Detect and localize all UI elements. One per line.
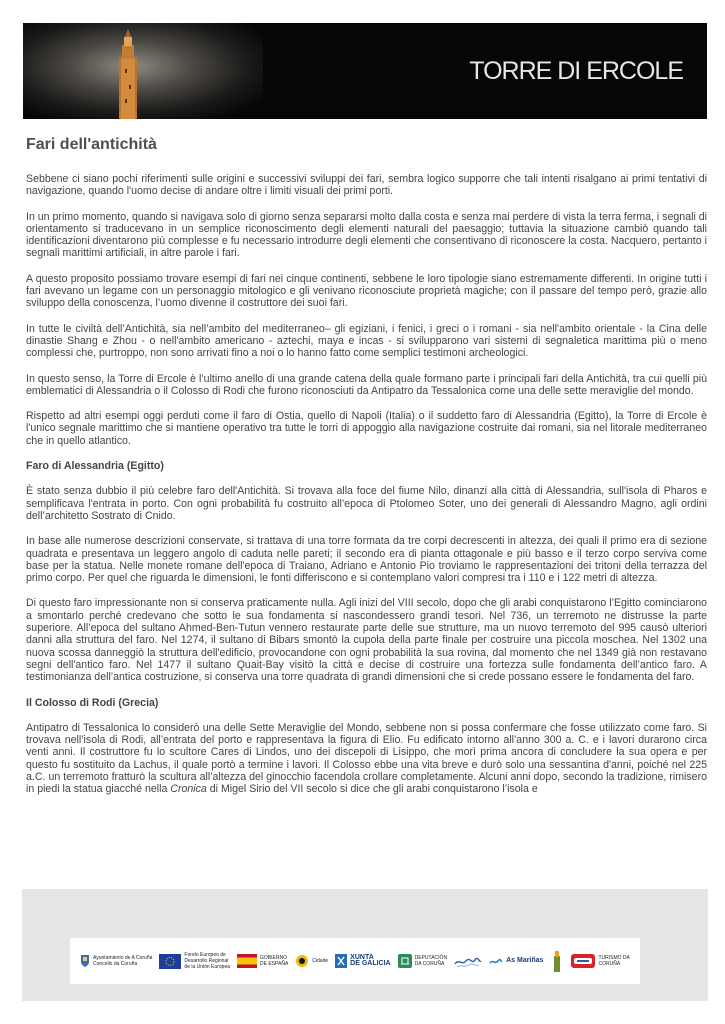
logo-text: Cidade [312, 958, 329, 964]
logo-deputacion [398, 954, 447, 968]
coat-of-arms-icon [80, 954, 90, 968]
logo-gobierno [237, 954, 288, 968]
logo-text: GOBIERNO DE ESPAÑA [260, 955, 289, 967]
logo-cidade [295, 954, 328, 968]
page-title: Fari dell'antichità [26, 136, 157, 153]
xunta-emblem-icon [335, 954, 347, 968]
logo-text: XUNTA DE GALICIA [350, 954, 391, 967]
sponsor-logos [70, 938, 640, 984]
article [26, 136, 707, 809]
paragraph: A questo proposito possiamo trovare esempi di fari nei cinque continenti, sebbene le loro tipologie siano estremamente differenti. In origine tutti i fari avevano un legame con un personaggio mitologico e gli venivano riconosciute proprietà magiche; con il passare del tempo però, grazie allo sviluppo della conoscenza, l’uomo divenne il costruttore dei suoi fari. [26, 272, 707, 310]
cidade-emblem-icon [295, 954, 309, 968]
tower-emblem-icon [550, 950, 564, 972]
paragraph: Rispetto ad altri esempi oggi perduti come il faro di Ostia, quello di Napoli (Italia) o il suddetto faro di Alessandria (Egitto), la Torre di Ercole è l'unico segnale marittimo che si mantiene operativo tra tutte le torri di appoggio alla navigazione costruite dai romani, sia nel litorale mediterraneo che in quello atlantico. [26, 410, 707, 447]
paragraph: In base alle numerose descrizioni conservate, si trattava di una torre formata da tre corpi decrescenti in altezza, dei quali il primo era di sezione quadrata e presentava un leggero angolo di caduta nelle pareti; il secondo era di pianta ottagonale e più basso e il terzo corpo serviva come base per la statua. Nelle monete romane dell'epoca di Traiano, Adriano e Antonio Pio troviamo le rappresentazioni dei tritoni della terrazza del primo corpo. Per quel che riguarda le dimensioni, le fonti differiscono e si contemplano valori compresi tra i 110 e i 122 metri di altezza. [26, 535, 707, 585]
logo-text: TURISMO DA CORUÑA [598, 955, 630, 967]
paragraph: È stato senza dubbio il più celebre faro dell'Antichità. Si trovava alla foce del fiume Nilo, dinanzi alla città di Alessandria, sull'isola di Pharos e semplificava l'entrata in porto. Con ogni probabilità fu costruito all’epoca di Ptolomeo Soter, uno dei generali di Alessandro Magno, agli ordini dell’architetto Sostrato di Cnido. [26, 485, 707, 522]
paragraph: In tutte le civiltà dell’Antichità, sia nell’ambito del mediterraneo– gli egiziani, i fenici, i greci o i romani - sia nell'ambito orientale - la Cina delle dinastie Shang e Zhou - o nell'ambito americano - aztechi, maya e incas - si svilupparono vari sistemi di segnaletica marittima più o meno complessi che, purtroppo, non sono arrivati fino a noi o lo hanno fatto come semplici testimoni archeologici. [26, 322, 707, 360]
tower-of-hercules-image [105, 29, 151, 119]
paragraph: In un primo momento, quando si navigava solo di giorno senza separarsi molto dalla costa e senza mai perdere di vista la terra ferma, i segnali di orientamento si traducevano in un semplice riconoscimento degli elementi naturali del paesaggio; tuttavia la situazione cambiò quando tali identificazioni diventarono più complesse e fu necessario introdurre degli elementi che consentivano di riconoscere la costa. Nacquero, pertanto i segnali marittimi artificiali, in altre parole i fari. [26, 210, 707, 260]
section-heading-rodi: Il Colosso di Rodi (Grecia) [26, 696, 159, 709]
logo-hercules-tower [550, 950, 564, 972]
paragraph-text: Antipatro di Tessalonica lo considerò una delle Sette Meraviglie del Mondo, sebbene non si possa confermare che fosse utilizzato come faro. Si trovava nell’isola di Rodi, all’entrata del porto e rappresentava la figura di Elio. Fu edificato intorno all’anno 300 a. C. e i lavori durarono circa venti anni. Il costruttore fu lo scultore Cares di Lindos, uno dei discepoli di Lisippo, che morì prima ancora di concludere la sua opera e per questo fu sostituito da Lachus, il quale portò a termine i lavori. Il Colosso ebbe una vita breve e durò solo una sessantina d'anni, poiché nel 225 a.C. un terremoto fratturò la scultura all’altezza del ginocchio facendola crollare completamente. Alcuni anni dopo, secondo la tradizione, rimisero in piedi la statua giacché nella [26, 721, 707, 796]
page-header [23, 23, 707, 119]
paragraph-text: di Migel Sirio del VII secolo si dice che gli arabi conquistarono l’isola e [206, 783, 538, 796]
turismo-emblem-icon [571, 954, 595, 968]
paragraph: Di questo faro impressionante non si conserva praticamente nulla. Agli inizi del VIII secolo, dopo che gli arabi conquistarono l’Egitto cominciarono a smontarlo perché credevano che sotto le sua fondamenta si nascondessero grandi tesori. Nel 736, un terremoto ne distrusse la parte superiore. All’epoca del sultano Ahmed-Ben-Tutun vennero restaurate parte delle sue strutture, ma un nuovo terremoto del 995 causò ulteriori danni alla struttura del faro. Nel 1274, il sultano di Bibars smontò la cupola della parte finale per costruire una piccola moschea. Nel 1302 una nuova scossa danneggiò la struttura dell'edificio, provocandone con ogni probabilità la sua rovina, dal momento che nel 1349 già non restavano segni dell'antico faro. Nel 1477 il sultano Quait-Bay visitò la città e decise di costruire una fortezza sulle fondamenta dell’antico faro. A testimonianza dell’antica costruzione, si conserva una torre quadrata di grandi dimensioni che si crede possano essere le fondamenta del faro. [26, 597, 707, 684]
logo-ayuntamiento [80, 954, 152, 968]
logo-feder [159, 952, 230, 970]
wave-icon [489, 955, 503, 967]
paragraph [26, 722, 707, 796]
logo-text: DEPUTACIÓN DA CORUÑA [414, 955, 448, 967]
logo-as-marinas [489, 955, 543, 967]
spain-flag-icon [237, 954, 257, 968]
logo-text: Fondo Europeo de Desarrollo Regional de la Unión Europea [184, 952, 231, 970]
paragraph: In questo senso, la Torre di Ercole è l’ultimo anello di una grande catena della quale formano parte i principali fari della Antichità, tra cui quelli più emblematici di Alessandria o il Colosso di Rodi che furono riconosciuti da Antipatro da Tessalonica come una delle sette meraviglie del mondo. [26, 372, 707, 397]
coast-map-icon [454, 952, 482, 970]
logo-xunta [335, 954, 390, 968]
deputacion-emblem-icon [398, 954, 412, 968]
eu-flag-icon [159, 954, 181, 969]
logo-text: As Mariñas [506, 957, 544, 964]
logo-coast-map [454, 952, 482, 970]
italic-title: Cronica [170, 783, 207, 796]
section-heading-alessandria: Faro di Alessandria (Egitto) [26, 460, 164, 473]
paragraph: Sebbene ci siano pochi riferimenti sulle origini e successivi sviluppi dei fari, sembra logico supporre che tali intenti risalgano ai primi tentativi di navigazione, quando l'uomo decise di andare oltre i limiti visuali dei primi porti. [26, 173, 707, 198]
logo-turismo-coruna [571, 954, 629, 968]
logo-text: Ayuntamiento de A Coruña Concello da Coruña [93, 955, 153, 967]
site-title: TORRE DI ERCOLE [469, 57, 683, 85]
